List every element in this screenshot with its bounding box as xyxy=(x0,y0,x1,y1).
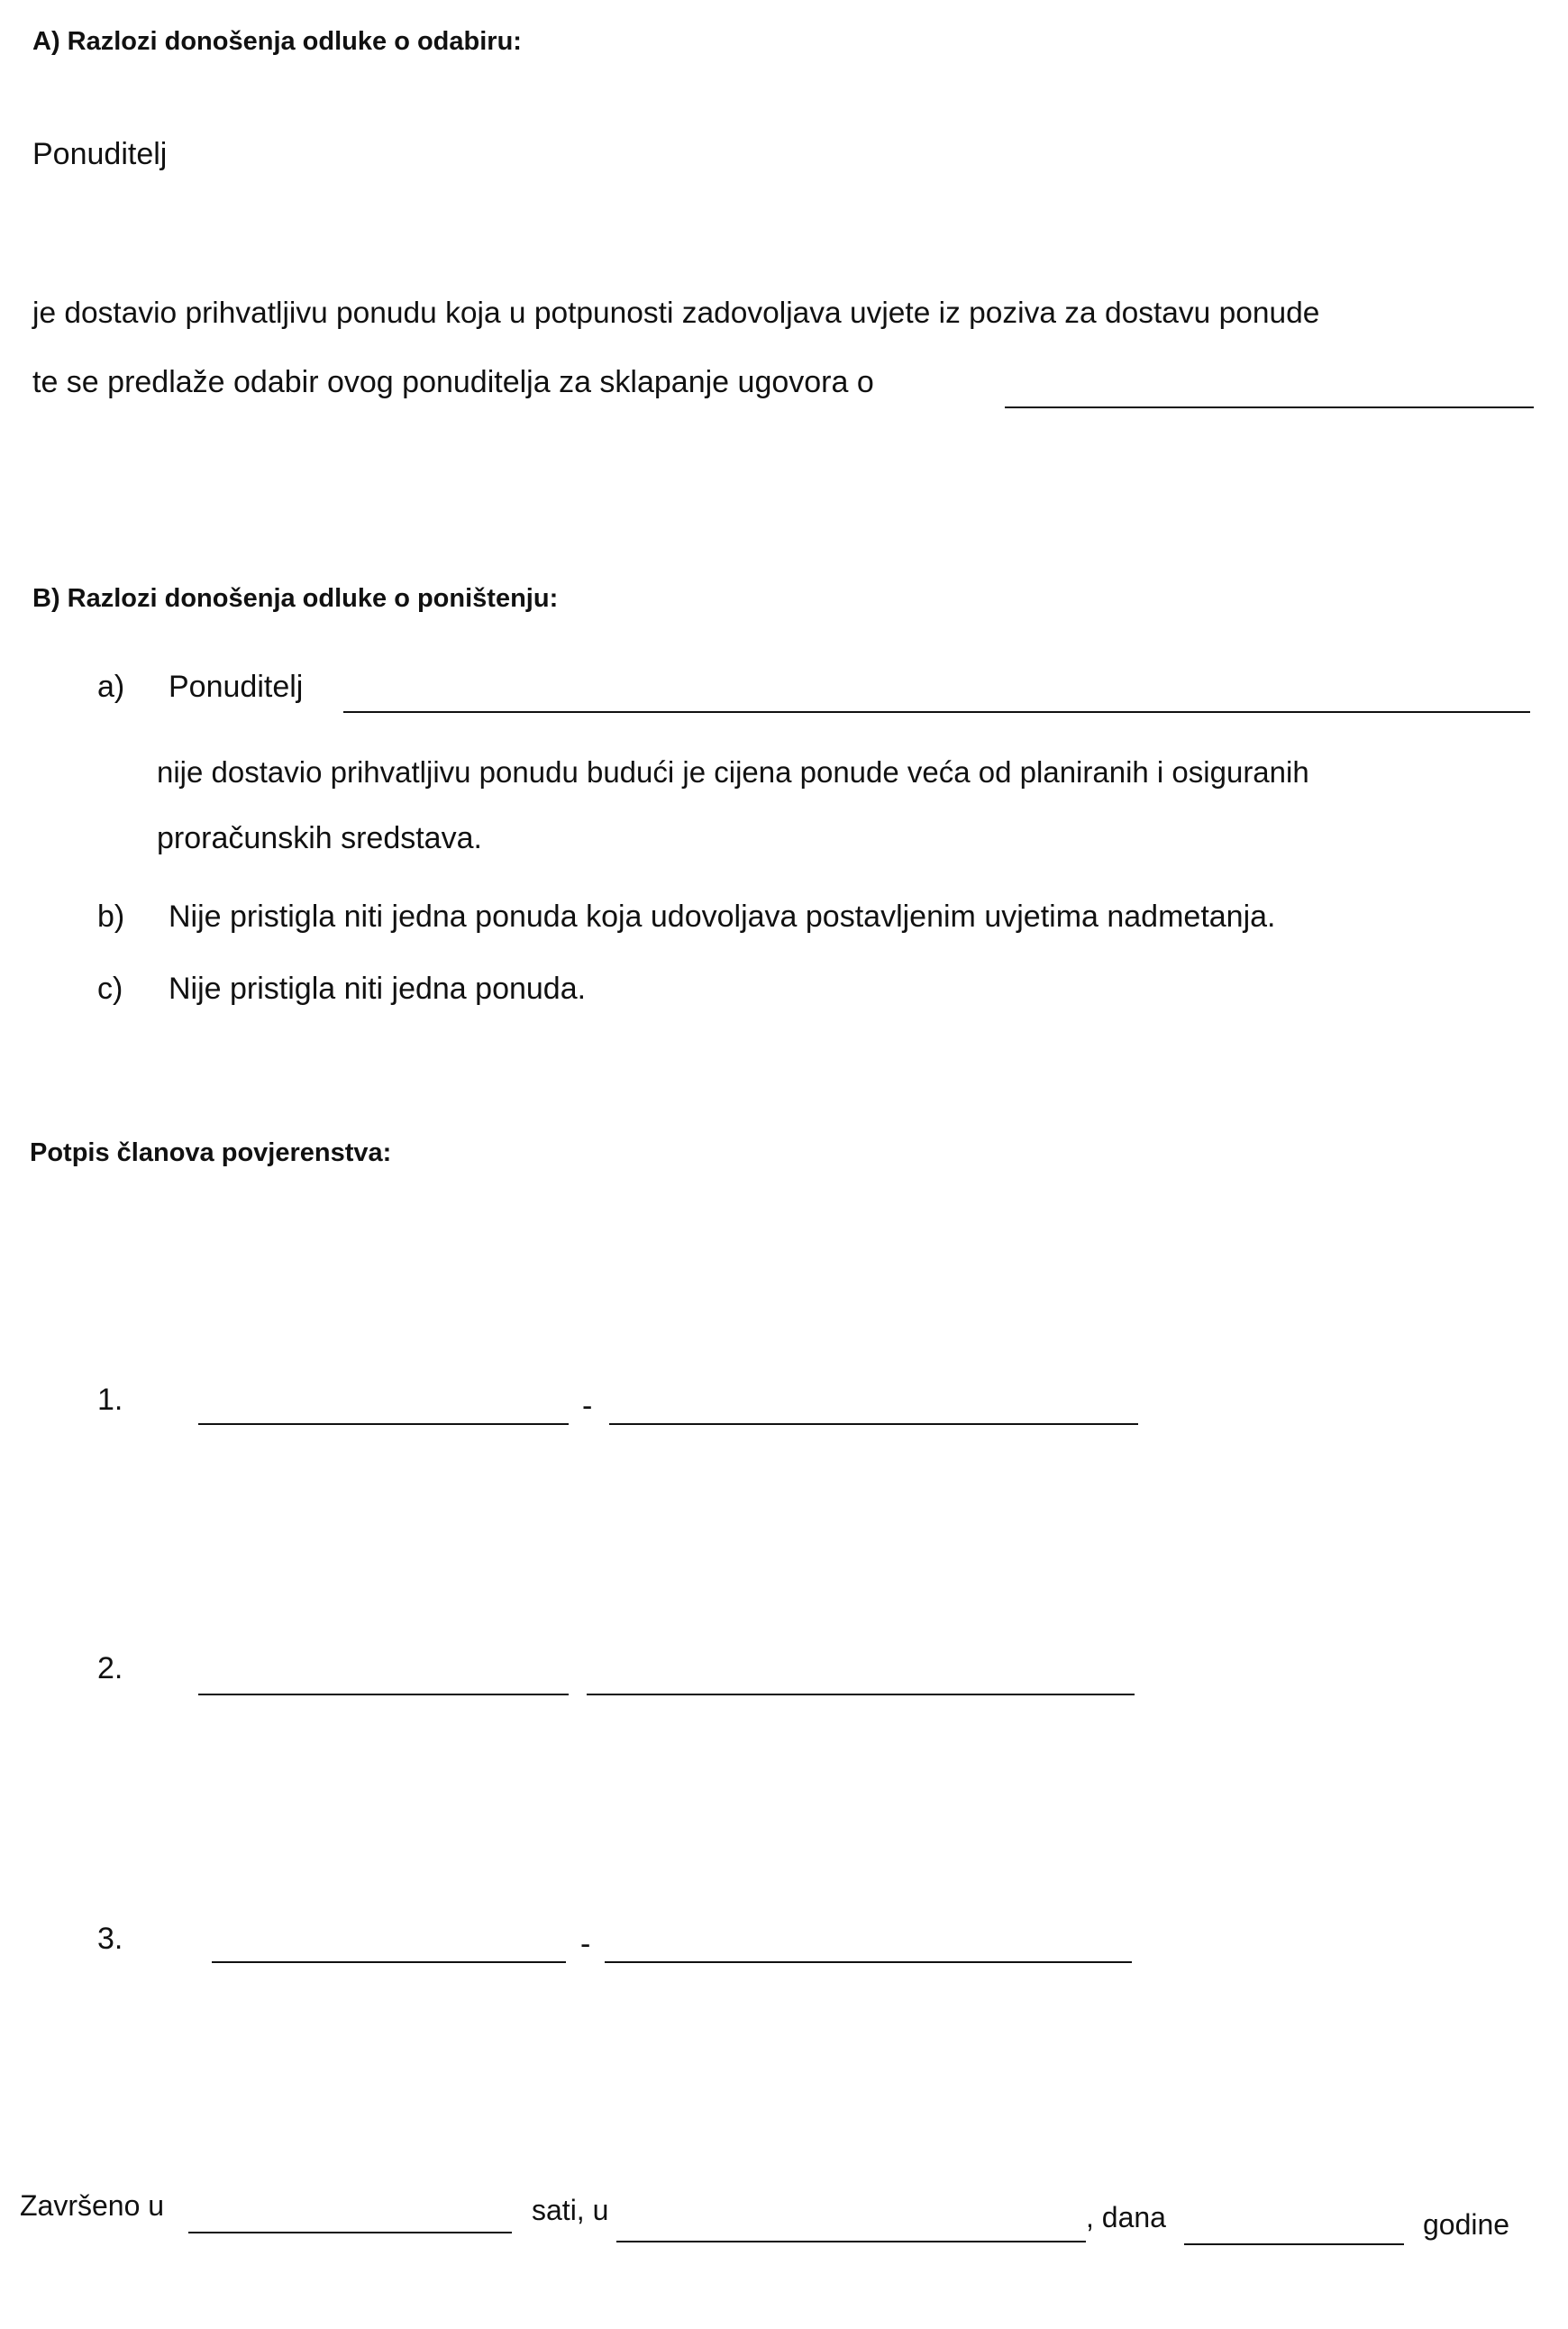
footer-completed-label: Završeno u xyxy=(20,2189,165,2222)
footer-date-blank[interactable] xyxy=(1184,2243,1404,2245)
signature-3-name-blank[interactable] xyxy=(212,1961,566,1963)
item-a-text-line-1: nije dostavio prihvatljivu ponudu budući je cijena ponude veća od planiranih i osiguranih xyxy=(157,755,1309,789)
section-a-heading: A) Razlozi donošenja odluke o odabiru: xyxy=(32,27,522,56)
signature-2-name-blank[interactable] xyxy=(198,1694,569,1695)
footer-place-blank[interactable] xyxy=(616,2241,1086,2242)
item-a-bidder-label: Ponuditelj xyxy=(169,670,304,704)
bidder-label: Ponuditelj xyxy=(32,137,168,171)
selection-text-line-1: je dostavio prihvatljivu ponudu koja u potpunosti zadovoljava uvjete iz poziva za dostavu ponude xyxy=(32,297,1320,330)
signature-1-sign-blank[interactable] xyxy=(609,1423,1138,1425)
signature-1-separator: - xyxy=(582,1389,593,1423)
item-a-bidder-blank[interactable] xyxy=(343,711,1530,713)
section-b-heading: B) Razlozi donošenja odluke o poništenju: xyxy=(32,584,559,613)
footer-hours-blank[interactable] xyxy=(188,2232,512,2233)
signature-2-sign-blank[interactable] xyxy=(587,1694,1135,1695)
signature-3-separator: - xyxy=(580,1927,591,1961)
signatures-heading: Potpis članova povjerenstva: xyxy=(30,1138,392,1167)
item-a-marker: a) xyxy=(97,670,125,704)
selection-text-line-2: te se predlaže odabir ovog ponuditelja za sklapanje ugovora o xyxy=(32,365,874,399)
item-b-text: Nije pristigla niti jedna ponuda koja udovoljava postavljenim uvjetima nadmetanja. xyxy=(169,900,1276,934)
signature-number-1: 1. xyxy=(97,1383,123,1417)
footer-year-label: godine xyxy=(1423,2208,1510,2241)
footer-hours-label: sati, u xyxy=(532,2194,609,2226)
signature-3-sign-blank[interactable] xyxy=(605,1961,1132,1963)
signature-1-name-blank[interactable] xyxy=(198,1423,569,1425)
footer-day-label: , dana xyxy=(1086,2201,1166,2233)
item-c-marker: c) xyxy=(97,972,123,1006)
signature-number-3: 3. xyxy=(97,1922,123,1956)
item-b-marker: b) xyxy=(97,900,125,934)
contract-subject-blank[interactable] xyxy=(1005,406,1534,408)
item-c-text: Nije pristigla niti jedna ponuda. xyxy=(169,972,587,1006)
signature-number-2: 2. xyxy=(97,1651,123,1685)
item-a-text-line-2: proračunskih sredstava. xyxy=(157,821,482,855)
